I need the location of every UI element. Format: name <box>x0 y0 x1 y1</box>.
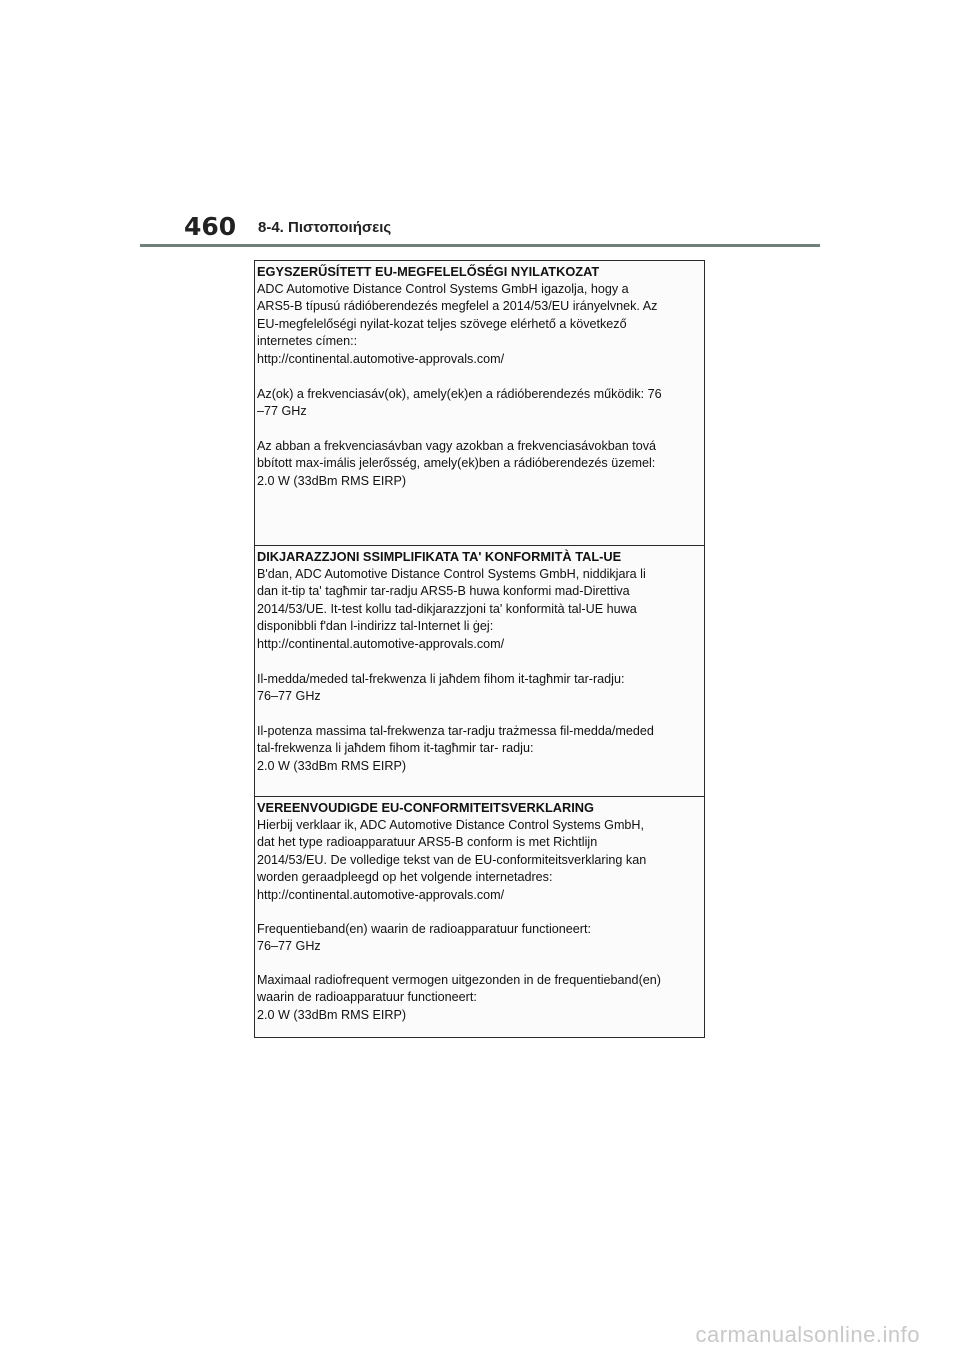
text-line: Maximaal radiofrequent vermogen uitgezonden in de frequentieband(en) <box>257 972 661 987</box>
text-line: ARS5-B típusú rádióberendezés megfelel a 2014/53/EU irányelvnek. Az <box>257 299 658 314</box>
url-line: http://continental.automotive-approvals.com/ <box>257 351 505 366</box>
text-line: bbított max-imális jelerősség, amely(ek)ben a rádióberendezés üzemel: <box>257 456 656 471</box>
declaration-heading: VEREENVOUDIGDE EU-CONFORMITEITSVERKLARING <box>257 800 595 815</box>
text-line: 2014/53/EU. De volledige tekst van de EU-conformiteitsverklaring kan <box>257 852 647 867</box>
declaration-body <box>257 566 700 654</box>
text-line: B'dan, ADC Automotive Distance Control Systems GmbH, niddikjara li <box>257 566 646 581</box>
page-number: 460 <box>184 212 237 241</box>
text-line: –77 GHz <box>257 404 307 419</box>
text-line: Az abban a frekvenciasávban vagy azokban a frekvenciasávokban tová <box>257 438 657 453</box>
declaration-heading: EGYSZERŰSÍTETT EU-MEGFELELŐSÉGI NYILATKOZAT <box>257 264 600 279</box>
text-line: internetes címen:: <box>257 334 358 349</box>
max-power <box>257 972 700 1025</box>
declaration-body <box>257 281 700 369</box>
text-line: ADC Automotive Distance Control Systems GmbH igazolja, hogy a <box>257 281 629 296</box>
declaration-body <box>257 817 700 905</box>
text-line: 2014/53/UE. It-test kollu tad-dikjarazzjoni ta' konformità tal-UE huwa <box>257 601 637 616</box>
declaration-maltese <box>255 545 704 796</box>
watermark: carmanualsonline.info <box>695 1322 920 1347</box>
url-line: http://continental.automotive-approvals.com/ <box>257 887 505 902</box>
text-line: Hierbij verklaar ik, ADC Automotive Distance Control Systems GmbH, <box>257 817 645 832</box>
text-line: Az(ok) a frekvenciasáv(ok), amely(ek)en a rádióberendezés működik: 76 <box>257 386 662 401</box>
text-line: tal-frekwenza li jaħdem fihom it-tagħmir tar- radju: <box>257 741 534 756</box>
text-line: 2.0 W (33dBm RMS EIRP) <box>257 1007 407 1022</box>
declaration-dutch <box>255 796 704 1037</box>
frequency-band <box>257 921 700 956</box>
text-line: Il-medda/meded tal-frekwenza li jaħdem fihom it-tagħmir tar-radju: <box>257 671 625 686</box>
text-line: 2.0 W (33dBm RMS EIRP) <box>257 473 407 488</box>
declaration-scan <box>254 260 705 1038</box>
max-power <box>257 723 700 776</box>
text-line: Frequentieband(en) waarin de radioapparatuur functioneert: <box>257 921 591 936</box>
text-line: waarin de radioapparatuur functioneert: <box>257 990 477 1005</box>
text-line: dan it-tip ta' tagħmir tar-radju ARS5-B huwa konformi mad-Direttiva <box>257 584 630 599</box>
text-line: EU-megfelelőségi nyilat-kozat teljes szövege elérhető a következő <box>257 316 627 331</box>
declaration-heading: DIKJARAZZJONI SSIMPLIFIKATA TA' KONFORMITÀ TAL-UE <box>257 549 622 564</box>
frequency-band <box>257 671 700 706</box>
header-divider <box>140 244 820 247</box>
text-line: Il-potenza massima tal-frekwenza tar-radju trażmessa fil-medda/meded <box>257 723 654 738</box>
frequency-band <box>257 386 700 421</box>
section-title: 8-4. Πιστοποιήσεις <box>258 219 392 236</box>
text-line: dat het type radioapparatuur ARS5-B conform is met Richtlijn <box>257 835 598 850</box>
text-line: disponibbli f'dan l-indirizz tal-Internet li ġej: <box>257 619 494 634</box>
text-line: worden geraadpleegd op het volgende internetadres: <box>257 870 553 885</box>
text-line: 76–77 GHz <box>257 689 321 704</box>
url-line: http://continental.automotive-approvals.com/ <box>257 636 505 651</box>
text-line: 2.0 W (33dBm RMS EIRP) <box>257 758 407 773</box>
page-header <box>184 212 820 248</box>
declaration-hungarian <box>255 261 704 545</box>
text-line: 76–77 GHz <box>257 939 321 954</box>
max-power <box>257 438 700 491</box>
